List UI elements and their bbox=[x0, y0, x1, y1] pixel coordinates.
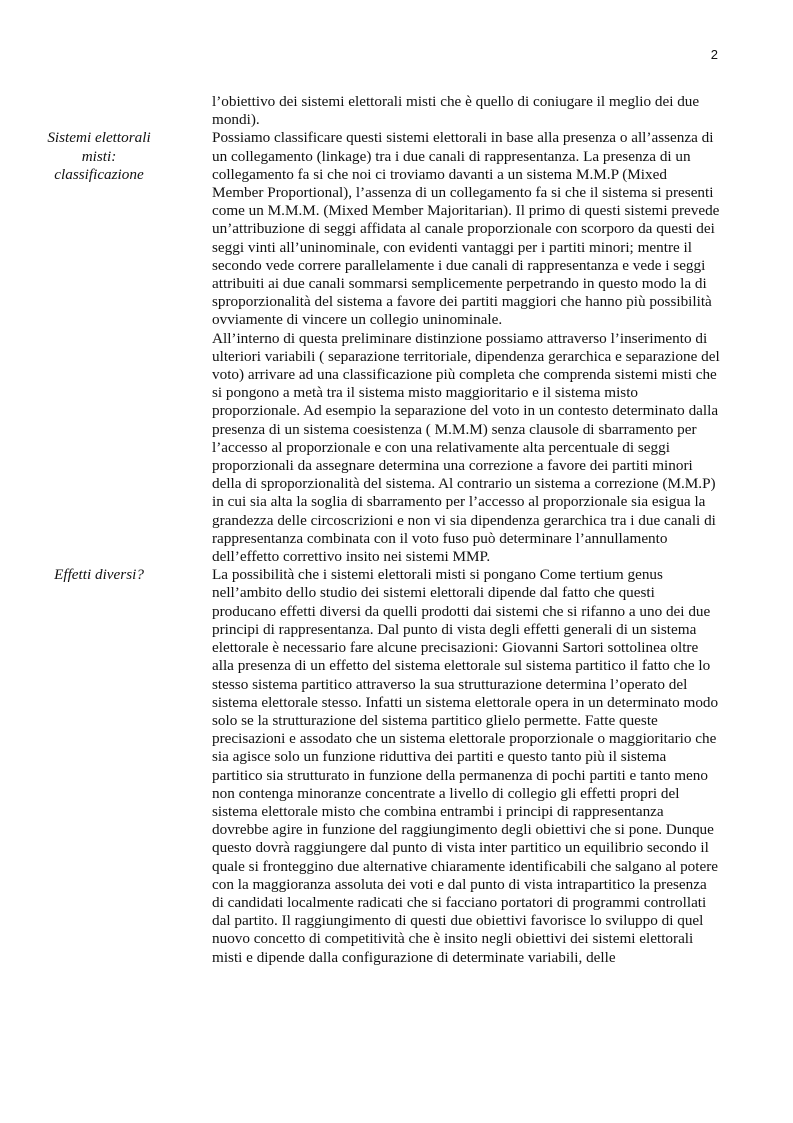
section-intro bbox=[0, 93, 793, 129]
page-number: 2 bbox=[710, 47, 718, 62]
paragraph-classificazione-2: All’interno di questa preliminare distinzione possiamo attraverso l’inserimento di ulteriori variabili ( separazione territoriale, dipendenza gerarchica e separazione del voto) arrivare ad una classificazione più completa che comprenda sistemi misti che si pongono a metà tra il sistema misto maggioritario e il sistema misto proporzionale. Ad esempio la separazione del voto in un contesto determinato dalla presenza di un sistema coesistenza ( M.M.M) senza clausole di sbarramento per l’accesso al proporzionale e con una relativamente alta percentuale di seggi proporzionali da assegnare determina una correzione a favore dei partiti minori della di sproporzionalità del sistema. Al contrario un sistema a correzione (M.M.P) in cui sia alta la soglia di sbarramento per l’accesso al proporzionale sia esigua la grandezza delle circoscrizioni e non vi sia dipendenza gerarchica tra i due canali di rappresentanza combinata con il voto fuso può determinare l’annullamento dell’effetto correttivo insito nei sistemi MMP. bbox=[212, 329, 720, 566]
paragraph-intro: l’obiettivo dei sistemi elettorali misti che è quello di coniugare il meglio dei due mondi). bbox=[212, 93, 700, 129]
margin-heading-effetti-diversi: Effetti diversi? bbox=[54, 566, 144, 584]
section-effetti-diversi bbox=[0, 566, 793, 966]
body-column bbox=[212, 129, 720, 566]
section-classificazione bbox=[0, 129, 793, 566]
body-column bbox=[212, 93, 720, 129]
document-body bbox=[0, 93, 793, 967]
paragraph-classificazione-1: Possiamo classificare questi sistemi elettorali in base alla presenza o all’assenza di un collegamento (linkage) tra i due canali di rappresentanza. La presenza di un collegamento fa si che noi ci troviamo davanti a un sistema M.M.P (Mixed Member Proportional), l’assenza di un collegamento fa si che il sistema si presenti come un M.M.M. (Mixed Member Majoritarian). Il primo di questi sistemi prevede un’attribuzione di seggi affidata al canale proporzionale con scorporo da questi dei seggi vinti all’uninominale, con evidenti vantaggi per i partiti minori; mentre il secondo vede correre parallelamente i due canali di rappresentanza e vede i seggi attribuiti ai due canali sommarsi semplicemente perpetrando in questo modo la di sproporzionalità del sistema a favore dei partiti maggiori che hanno più possibilità ovviamente di vincere un collegio uninominale. bbox=[212, 129, 720, 329]
margin-heading-classificazione: Sistemi elettorali misti: classificazione bbox=[47, 129, 151, 183]
body-column bbox=[212, 566, 720, 966]
paragraph-effetti-diversi: La possibilità che i sistemi elettorali misti si pongano Come tertium genus nell’ambito dello studio dei sistemi elettorali dipende dal fatto che questi producano effetti diversi da quelli prodotti dai sistemi che si rifanno a uno dei due principi di rappresentanza. Dal punto di vista degli effetti generali di un sistema elettorale è necessario fare alcune precisazioni: Giovanni Sartori sottolinea oltre alla presenza di un effetto del sistema elettorale sul sistema partitico il fatto che lo stesso sistema partitico attraverso la sua strutturazione determina l’operato del sistema elettorale stesso. Infatti un sistema elettorale opera in un determinato modo solo se la strutturazione del sistema partitico glielo permette. Fatte queste precisazioni e assodato che un sistema elettorale proporzionale o maggioritario che sia agisce solo un funzione riduttiva dei partiti e questo tanto più il sistema partitico sia strutturato in funzione della permanenza di pochi partiti e tanto meno non contenga minoranze concentrate a livello di collegio gli effetti propri del sistema elettorale misto che combina entrambi i principi di rappresentanza dovrebbe agire in funzione del raggiungimento degli obiettivi che si pone. Dunque questo dovrà raggiungere dal punto di vista inter partitico un equilibrio secondo il quale si fronteggino due alternative chiaramente identificabili che salgano al potere con la maggioranza assoluta dei voti e dal punto di vista intrapartitico la presenza di candidati localmente radicati che si facciano portatori di programmi controllati dal partito. Il raggiungimento di questi due obiettivi favorisce lo sviluppo di quel nuovo concetto di competitività che è insito negli obiettivi dei sistemi elettorali misti e dipende dalla configurazione di determinate variabili, delle bbox=[212, 566, 719, 966]
